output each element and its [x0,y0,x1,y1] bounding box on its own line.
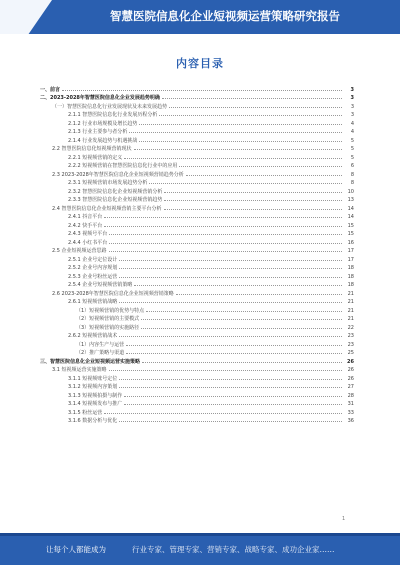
toc-dot-leader [119,379,342,380]
toc-entry-label: （3）短视频营销的实施路径 [76,324,140,331]
toc-dot-leader [146,311,342,312]
toc-entry[interactable] [40,365,354,374]
toc-entry-page: 21 [347,290,354,297]
toc-entry-label: 3.1.5 粉丝运营 [68,409,103,416]
toc-entry-page: 21 [347,299,354,305]
toc-entry-page: 14 [347,205,354,212]
toc-entry-page: 3 [350,112,354,118]
toc-dot-leader [119,387,342,388]
toc-entry-label: 2.6.1 短视频营销战略 [68,299,118,305]
toc-entry[interactable] [40,169,354,178]
toc-entry[interactable] [40,305,354,314]
toc-entry-page: 26 [347,358,354,365]
toc-entry-page: 6 [350,163,354,169]
toc-dot-leader [109,243,342,244]
toc-entry[interactable] [40,390,354,399]
report-title: 智慧医院信息化企业短视频运营策略研究报告 [110,9,340,23]
toc-entry[interactable] [40,161,354,170]
toc-entry-page: 17 [347,256,354,263]
toc-entry-label: （2）推广策略与渠道 [76,350,125,356]
toc-entry[interactable] [40,118,354,127]
toc-dot-leader [104,217,342,218]
toc-dot-leader [164,200,342,201]
toc-dot-leader [134,149,342,150]
toc-entry-page: 21 [347,307,354,314]
toc-entry-page: 13 [347,197,354,203]
toc-entry-label: 2.6.2 短视频营销战术 [68,333,118,339]
toc-entry-label: 2.6 2023-2028年智慧医院信息化企业短视频营销策略 [52,290,174,297]
toc-entry-label: 2.4.2 快手平台 [68,222,103,229]
toc-entry-page: 14 [347,214,354,220]
toc-entry-page: 36 [347,418,354,424]
toc-entry[interactable] [40,186,354,195]
toc-dot-leader [139,141,342,142]
toc-entry-label: 2.5.2 企业号内容规划 [68,265,118,271]
toc-dot-leader [119,277,342,278]
toc-entry-label: 3.1 短视频运营实施策略 [52,367,107,373]
toc-entry-page: 33 [347,409,354,416]
toc-entry-label: 三、智慧医院信息化企业短视频运营实施策略 [40,358,141,365]
toc-dot-leader [104,226,342,227]
toc-entry-page: 17 [347,248,354,254]
header-accent-stripe [0,0,52,34]
toc-entry-page: 5 [350,146,354,152]
toc-entry-page: 8 [350,171,354,178]
toc-title: 内容目录 [176,57,224,70]
toc-entry-label: 2.3.3 智慧医院信息化企业短视频营销趋势 [68,197,163,203]
toc-entry[interactable] [40,237,354,246]
toc-entry-label: 2.4 智慧医院信息化企业短视频营销主要平台分析 [52,205,162,212]
toc-entry[interactable] [40,356,354,365]
toc-entry-label: 二、2023-2028年智慧医院信息化企业发展趋势明确 [40,95,160,101]
report-footer [0,533,400,565]
toc-entry-page: 18 [347,282,354,288]
toc-entry-page: 21 [347,316,354,322]
toc-entry-page: 22 [347,324,354,331]
toc-entry-label: （1）短视频营销的优势与特点 [76,307,145,314]
toc-entry[interactable] [40,288,354,297]
toc-entry[interactable] [40,348,354,357]
footer-slogan-left: 让每个人都能成为 [46,545,106,554]
toc-entry-label: 3.1.2 短视频内容策划 [68,384,118,390]
toc-entry-label: （一）智慧医院信息化行业发展现状及未来发展趋势 [52,103,168,110]
toc-dot-leader [186,175,342,176]
toc-dot-leader [141,328,342,329]
toc-dot-leader [141,319,342,320]
toc-dot-leader [179,166,342,167]
toc-dot-leader [119,268,342,269]
toc-entry-page: 18 [347,265,354,271]
toc-entry-label: 2.3 2023-2028年智慧医院信息化企业短视频营销趋势分析 [52,171,184,178]
toc-dot-leader [142,362,342,363]
toc-dot-leader [126,345,342,346]
toc-entry-label: 2.3.2 智慧医院信息化企业短视频营销分析 [68,188,163,195]
toc-entry[interactable] [40,339,354,348]
toc-entry-page: 25 [347,350,354,356]
toc-dot-leader [119,421,342,422]
toc-dot-leader [162,98,342,99]
toc-dot-leader [164,209,342,210]
toc-entry-label: 2.5.4 企业号短视频营销策略 [68,282,133,288]
toc-dot-leader [119,302,342,303]
toc-entry-label: 一、前言 [40,86,61,93]
toc-entry-page: 10 [347,188,354,195]
toc-dot-leader [159,115,342,116]
toc-dot-leader [164,192,342,193]
toc-entry-label: 2.2.1 短视频营销的定义 [68,154,123,161]
toc-entry[interactable] [40,178,354,187]
toc-dot-leader [109,370,342,371]
toc-entry-page: 15 [347,231,354,237]
toc-dot-leader [109,234,342,235]
toc-entry[interactable] [40,373,354,382]
toc-dot-leader [134,285,342,286]
toc-dot-leader [119,336,342,337]
page-number: 1 [342,516,346,522]
toc-entry-label: 2.2 智慧医院信息化短视频营销现状 [52,146,132,152]
toc-entry[interactable] [40,331,354,340]
toc-entry-page: 23 [347,333,354,339]
toc-dot-leader [169,107,342,108]
toc-entry-page: 15 [347,222,354,229]
toc-entry-label: 2.3.1 短视频营销市场发展趋势分析 [68,180,148,186]
toc-entry[interactable] [40,297,354,306]
toc-entry-label: 2.4.3 视频号平台 [68,231,108,237]
toc-entry-label: （2）短视频营销的主要模式 [76,316,140,322]
toc-entry[interactable] [40,203,354,212]
toc-entry-label: 2.4.4 小红书平台 [68,239,108,246]
toc-dot-leader [119,260,342,261]
toc-entry[interactable] [40,280,354,289]
toc-dot-leader [104,413,342,414]
toc-entry[interactable] [40,195,354,204]
toc-dot-leader [62,90,342,91]
toc-entry-label: 3.1.3 短视频拍摄与制作 [68,392,123,399]
toc-entry[interactable] [40,152,354,161]
toc-entry-page: 31 [347,401,354,407]
table-of-contents [40,84,354,424]
toc-entry-label: 2.2.2 短视频营销在智慧医院信息化行业中的应用 [68,163,178,169]
toc-dot-leader [124,396,342,397]
toc-entry-page: 4 [350,129,354,135]
toc-entry-page: 5 [350,137,354,144]
toc-entry-label: 2.1.3 行业主要参与者分析 [68,129,128,135]
toc-entry[interactable] [40,84,354,93]
toc-dot-leader [124,158,342,159]
toc-entry[interactable] [40,246,354,255]
toc-entry[interactable] [40,101,354,110]
toc-dot-leader [139,124,342,125]
toc-entry-page: 3 [350,103,354,110]
toc-dot-leader [126,353,342,354]
toc-entry-label: 2.5.1 企业号定位设计 [68,256,118,263]
toc-entry-page: 5 [350,154,354,161]
toc-entry-page: 16 [347,239,354,246]
toc-entry[interactable] [40,407,354,416]
toc-entry-page: 26 [347,375,354,382]
report-header [0,0,400,34]
toc-entry[interactable] [40,399,354,408]
toc-entry[interactable] [40,314,354,323]
toc-entry[interactable] [40,416,354,425]
toc-entry-page: 4 [350,120,354,127]
toc-dot-leader [129,132,342,133]
toc-entry[interactable] [40,220,354,229]
toc-entry[interactable] [40,135,354,144]
toc-dot-leader [176,294,342,295]
toc-dot-leader [124,404,342,405]
footer-slogan-right: 行业专家、管理专家、营销专家、战略专家、成功企业家…… [132,545,335,554]
toc-dot-leader [149,183,342,184]
toc-entry-label: 3.1.6 数据分析与优化 [68,418,118,424]
toc-entry-page: 28 [347,392,354,399]
toc-entry[interactable] [40,382,354,391]
toc-entry-label: （1）内容生产与运营 [76,341,125,348]
toc-entry-page: 18 [347,273,354,280]
footer-top-band [0,533,400,536]
toc-entry-label: 2.5.3 企业号粉丝运营 [68,273,118,280]
toc-dot-leader [109,251,342,252]
toc-entry[interactable] [40,93,354,102]
toc-entry[interactable] [40,144,354,153]
toc-entry-label: 3.1.1 短视频账号定位 [68,375,118,382]
toc-entry[interactable] [40,254,354,263]
toc-entry[interactable] [40,212,354,221]
toc-entry[interactable] [40,229,354,238]
toc-entry-label: 3.1.4 短视频发布与推广 [68,401,123,407]
toc-entry-page: 23 [347,341,354,348]
toc-entry[interactable] [40,263,354,272]
toc-entry-label: 2.5 企业短视频运营思路 [52,248,107,254]
toc-entry-label: 2.1.4 行业发展趋势与机遇挑战 [68,137,138,144]
toc-entry-page: 26 [347,367,354,373]
toc-entry-page: 27 [347,384,354,390]
toc-entry-label: 2.4.1 抖音平台 [68,214,103,220]
toc-entry-label: 2.1.1 智慧医院信息化行业发展历程分析 [68,112,158,118]
toc-entry[interactable] [40,271,354,280]
toc-entry-page: 3 [350,95,354,101]
toc-entry[interactable] [40,127,354,136]
toc-entry-page: 3 [350,86,354,93]
toc-entry[interactable] [40,110,354,119]
toc-entry-label: 2.1.2 行业市场规模及增长趋势 [68,120,138,127]
toc-entry-page: 8 [350,180,354,186]
toc-entry[interactable] [40,322,354,331]
